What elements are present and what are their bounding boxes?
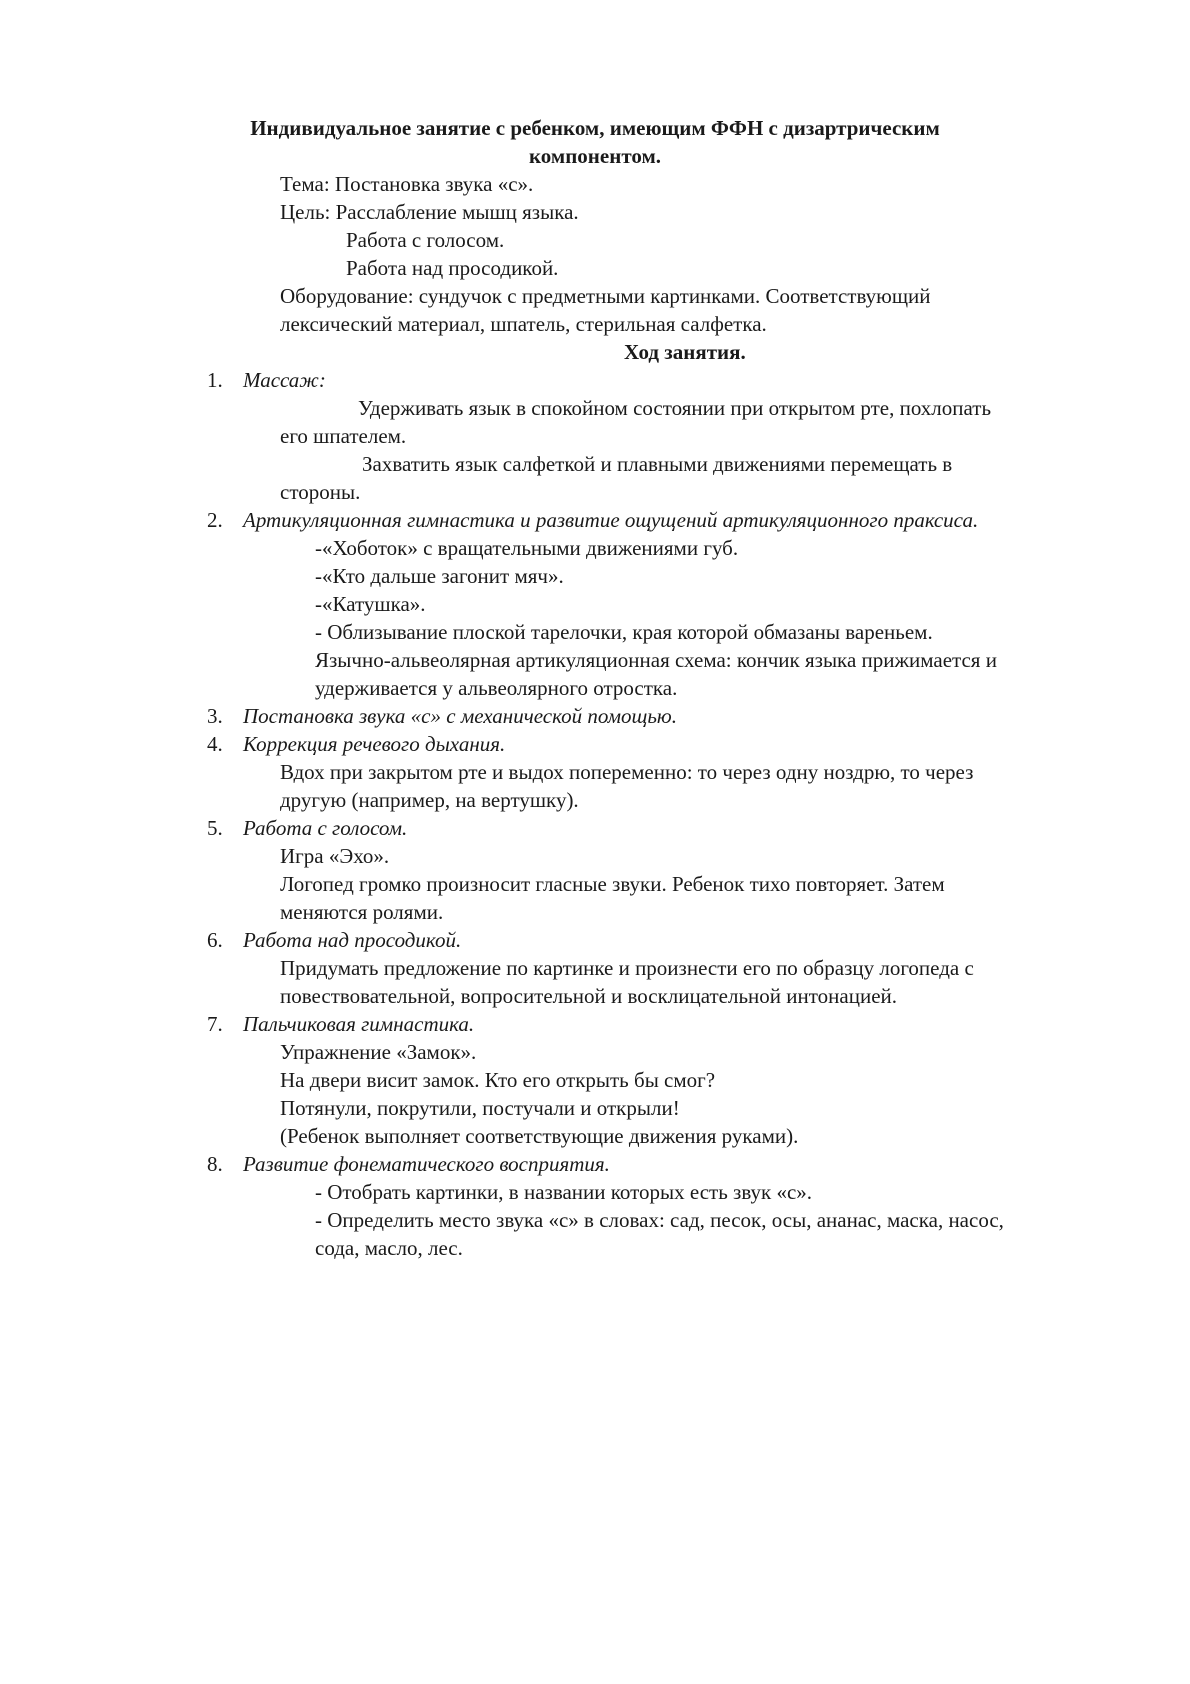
section-line: повествовательной, вопросительной и восклицательной интонацией.: [280, 984, 898, 1008]
topic: Тема: Постановка звука «с».: [280, 172, 534, 196]
section-number: 6.: [207, 928, 223, 952]
section-title: Работа над просодикой.: [243, 928, 462, 952]
section-number: 4.: [207, 732, 223, 756]
section-title: Постановка звука «с» с механической помощью.: [243, 704, 677, 728]
section-number: 5.: [207, 816, 223, 840]
section-line: - Отобрать картинки, в названии которых есть звук «с».: [315, 1180, 813, 1204]
section-line: сода, масло, лес.: [315, 1236, 463, 1260]
section-line: - Определить место звука «с» в словах: сад, песок, осы, ананас, маска, насос,: [315, 1208, 1004, 1232]
section-title: Массаж:: [243, 368, 326, 392]
section-line: его шпателем.: [280, 424, 407, 448]
section-line: Вдох при закрытом рте и выдох попеременно: то через одну ноздрю, то через: [280, 760, 974, 784]
section-number: 1.: [207, 368, 223, 392]
section-number: 3.: [207, 704, 223, 728]
section-number: 8.: [207, 1152, 223, 1176]
section-title: Артикуляционная гимнастика и развитие ощущений артикуляционного праксиса.: [243, 508, 979, 532]
section-line: Упражнение «Замок».: [280, 1040, 477, 1064]
section-number: 2.: [207, 508, 223, 532]
goal: Цель: Расслабление мышц языка.: [280, 200, 579, 224]
section-line: - Облизывание плоской тарелочки, края которой обмазаны вареньем.: [315, 620, 933, 644]
section-line: удерживается у альвеолярного отростка.: [315, 676, 678, 700]
section-title: Пальчиковая гимнастика.: [243, 1012, 475, 1036]
section-line: На двери висит замок. Кто его открыть бы смог?: [280, 1068, 716, 1092]
section-line: (Ребенок выполняет соответствующие движения руками).: [280, 1124, 799, 1148]
equipment-line-2: лексический материал, шпатель, стерильная салфетка.: [280, 312, 767, 336]
section-line: -«Хоботок» с вращательными движениями губ.: [315, 536, 739, 560]
goal-2: Работа с голосом.: [346, 228, 505, 252]
section-line: Язычно-альвеолярная артикуляционная схема: кончик языка прижимается и: [315, 648, 997, 672]
section-line: другую (например, на вертушку).: [280, 788, 579, 812]
title-line-1: Индивидуальное занятие с ребенком, имеющим ФФН с дизартрическим: [250, 116, 940, 140]
section-title: Коррекция речевого дыхания.: [243, 732, 506, 756]
equipment-line-1: Оборудование: сундучок с предметными картинками. Соответствующий: [280, 284, 931, 308]
section-title: Развитие фонематического восприятия.: [243, 1152, 610, 1176]
section-line: Захватить язык салфеткой и плавными движениями перемещать в: [362, 452, 953, 476]
section-line: Игра «Эхо».: [280, 844, 390, 868]
section-title: Работа с голосом.: [243, 816, 408, 840]
section-line: -«Катушка».: [315, 592, 426, 616]
section-line: Удерживать язык в спокойном состоянии при открытом рте, похлопать: [358, 396, 992, 420]
section-line: -«Кто дальше загонит мяч».: [315, 564, 564, 588]
title-line-2: компонентом.: [528, 144, 662, 168]
section-line: Логопед громко произносит гласные звуки. Ребенок тихо повторяет. Затем: [280, 872, 945, 896]
section-line: Потянули, покрутили, постучали и открыли!: [280, 1096, 680, 1120]
goal-3: Работа над просодикой.: [346, 256, 559, 280]
section-number: 7.: [207, 1012, 223, 1036]
section-line: меняются ролями.: [280, 900, 444, 924]
course-heading: Ход занятия.: [624, 340, 746, 364]
section-line: стороны.: [280, 480, 361, 504]
section-line: Придумать предложение по картинке и произнести его по образцу логопеда с: [280, 956, 974, 980]
